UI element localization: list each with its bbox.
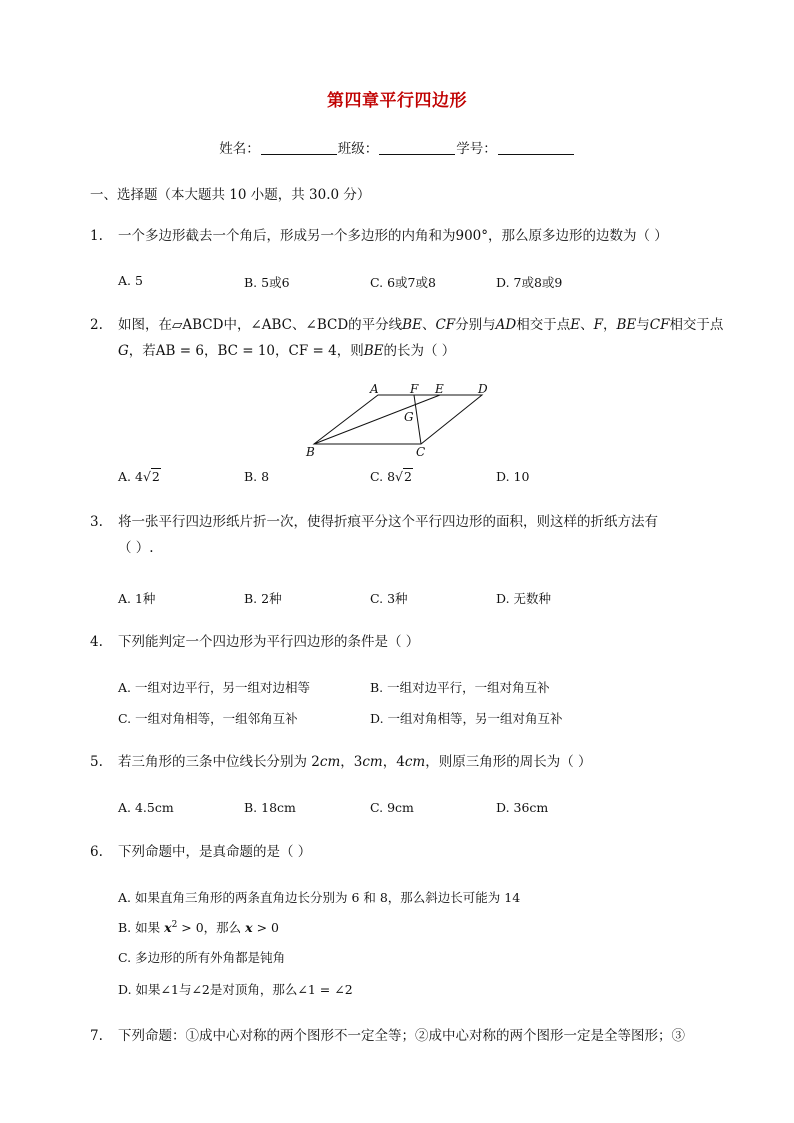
math-var: x (245, 920, 253, 935)
option-text: > 0，那么 (177, 920, 246, 935)
stem-text: 相交于点 (516, 317, 571, 333)
stem-text: 若三角形的三条中位线长分别为 2 (118, 754, 320, 770)
question-number: 4. (90, 634, 103, 650)
student-info-line (0, 137, 794, 157)
stem-var: BE (616, 317, 637, 333)
option-d: D. 如果∠1与∠2是对顶角，那么∠1 = ∠2 (118, 982, 353, 997)
parallelogram-figure (296, 383, 506, 463)
radicand: 2 (151, 469, 160, 484)
question-1 (90, 223, 710, 249)
stem-text: 相交于点 (669, 317, 724, 333)
id-label: 学号： (456, 141, 497, 157)
question-7 (90, 1023, 720, 1049)
parallelogram-abcd (314, 395, 482, 444)
stem-text: ，4 (382, 754, 405, 770)
label-f: F (410, 383, 419, 396)
stem-unit: cm (319, 754, 341, 770)
label-a: A (370, 383, 379, 396)
stem-text: 将一张平行四边形纸片折一次，使得折痕平分这个平行四边形的面积，则这样的折纸方法有 (118, 514, 658, 530)
stem-var: AD (495, 317, 517, 333)
stem-unit: cm (404, 754, 426, 770)
question-number: 2. (90, 317, 103, 333)
stem-text: 如图，在▱ABCD中，∠ABC、∠BCD的平分线 (118, 317, 403, 333)
option-d: D. 无数种 (496, 591, 552, 606)
question-3 (90, 509, 710, 561)
question-number: 6. (90, 844, 103, 860)
stem-text: （ ）. (118, 540, 154, 556)
option-text: A. 4 (118, 469, 143, 484)
question-stem: 下列能判定一个四边形为平行四边形的条件是（ ） (118, 634, 420, 650)
segment-be (314, 395, 440, 444)
option-b (118, 918, 279, 936)
stem-var: G (118, 343, 129, 359)
option-b: B. 8 (244, 469, 270, 484)
option-c: C. 6或7或8 (370, 275, 436, 290)
math-var: x (164, 920, 172, 935)
label-c: C (416, 445, 426, 459)
question-4 (90, 629, 710, 655)
option-text: C. 8 (370, 469, 396, 484)
id-blank[interactable] (498, 140, 574, 155)
option-a: A. 1种 (118, 591, 156, 606)
stem-text: ，3 (340, 754, 363, 770)
option-b: B. 18cm (244, 800, 296, 815)
option-text: > 0 (252, 920, 279, 935)
stem-text: 的长为（ ） (383, 343, 456, 359)
stem-var: CF (649, 317, 670, 333)
name-label: 姓名： (219, 141, 260, 157)
option-a: A. 如果直角三角形的两条直角边长分别为 6 和 8，那么斜边长可能为 14 (118, 890, 521, 905)
option-c: C. 3种 (370, 591, 408, 606)
option-b: B. 一组对边平行，一组对角互补 (370, 680, 550, 695)
radicand: 2 (404, 469, 412, 484)
stem-text: ，若AB = 6，BC = 10，CF = 4，则 (128, 343, 364, 359)
question-number: 1. (90, 228, 103, 244)
option-c (370, 469, 413, 484)
option-d: D. 10 (496, 469, 530, 484)
label-d: D (478, 383, 488, 396)
question-stem (118, 749, 710, 775)
stem-text: 分别与 (455, 317, 496, 333)
name-blank[interactable] (261, 140, 337, 155)
page-title: 第四章平行四边形 (327, 91, 467, 111)
question-stem (118, 509, 710, 561)
option-a: A. 4.5cm (118, 800, 174, 815)
section-heading: 一、选择题（本大题共 10 小题，共 30.0 分） (90, 187, 371, 203)
question-number: 5. (90, 754, 103, 770)
option-b: B. 2种 (244, 591, 282, 606)
class-label: 班级： (337, 141, 379, 157)
stem-text: 、 (580, 317, 594, 333)
option-d: D. 7或8或9 (496, 275, 563, 290)
stem-text: 、 (421, 317, 436, 333)
stem-var: F (593, 317, 603, 333)
question-stem: 一个多边形截去一个角后，形成另一个多边形的内角和为900°，那么原多边形的边数为（ ） (118, 228, 668, 244)
option-d: D. 一组对角相等，另一组对角互补 (370, 711, 563, 726)
question-stem: 下列命题：①成中心对称的两个图形不一定全等；②成中心对称的两个图形一定是全等图形；③ (118, 1028, 685, 1044)
option-a: A. 一组对边平行，另一组对边相等 (118, 680, 310, 695)
question-2 (90, 312, 730, 364)
question-number: 7. (90, 1028, 103, 1044)
stem-text: ， (602, 317, 617, 333)
question-number: 3. (90, 514, 103, 530)
stem-var: CF (435, 317, 456, 333)
label-b: B (306, 445, 315, 459)
question-5 (90, 749, 710, 775)
option-a: A. 5 (118, 273, 143, 288)
label-e: E (435, 383, 444, 396)
label-g: G (404, 410, 414, 424)
stem-unit: cm (362, 754, 383, 770)
option-b: B. 5或6 (244, 275, 290, 290)
option-d: D. 36cm (496, 800, 549, 815)
question-stem: 下列命题中，是真命题的是（ ） (118, 844, 312, 860)
option-text: B. 如果 (118, 920, 161, 935)
stem-var: BE (402, 317, 422, 333)
question-stem (118, 312, 730, 364)
class-blank[interactable] (379, 140, 455, 155)
option-a (118, 469, 161, 484)
stem-text: ，则原三角形的周长为（ ） (425, 754, 592, 770)
option-c: C. 多边形的所有外角都是钝角 (118, 950, 286, 965)
stem-text: 与 (636, 317, 650, 333)
option-c: C. 9cm (370, 800, 414, 815)
stem-var: BE (363, 343, 384, 359)
sqrt-symbol: √2 (142, 469, 160, 484)
stem-var: E (570, 317, 581, 333)
sqrt-symbol: √2 (395, 469, 412, 484)
question-6 (90, 839, 710, 865)
option-c: C. 一组对角相等，一组邻角互补 (118, 711, 298, 726)
math-exponent: 2 (171, 919, 178, 930)
